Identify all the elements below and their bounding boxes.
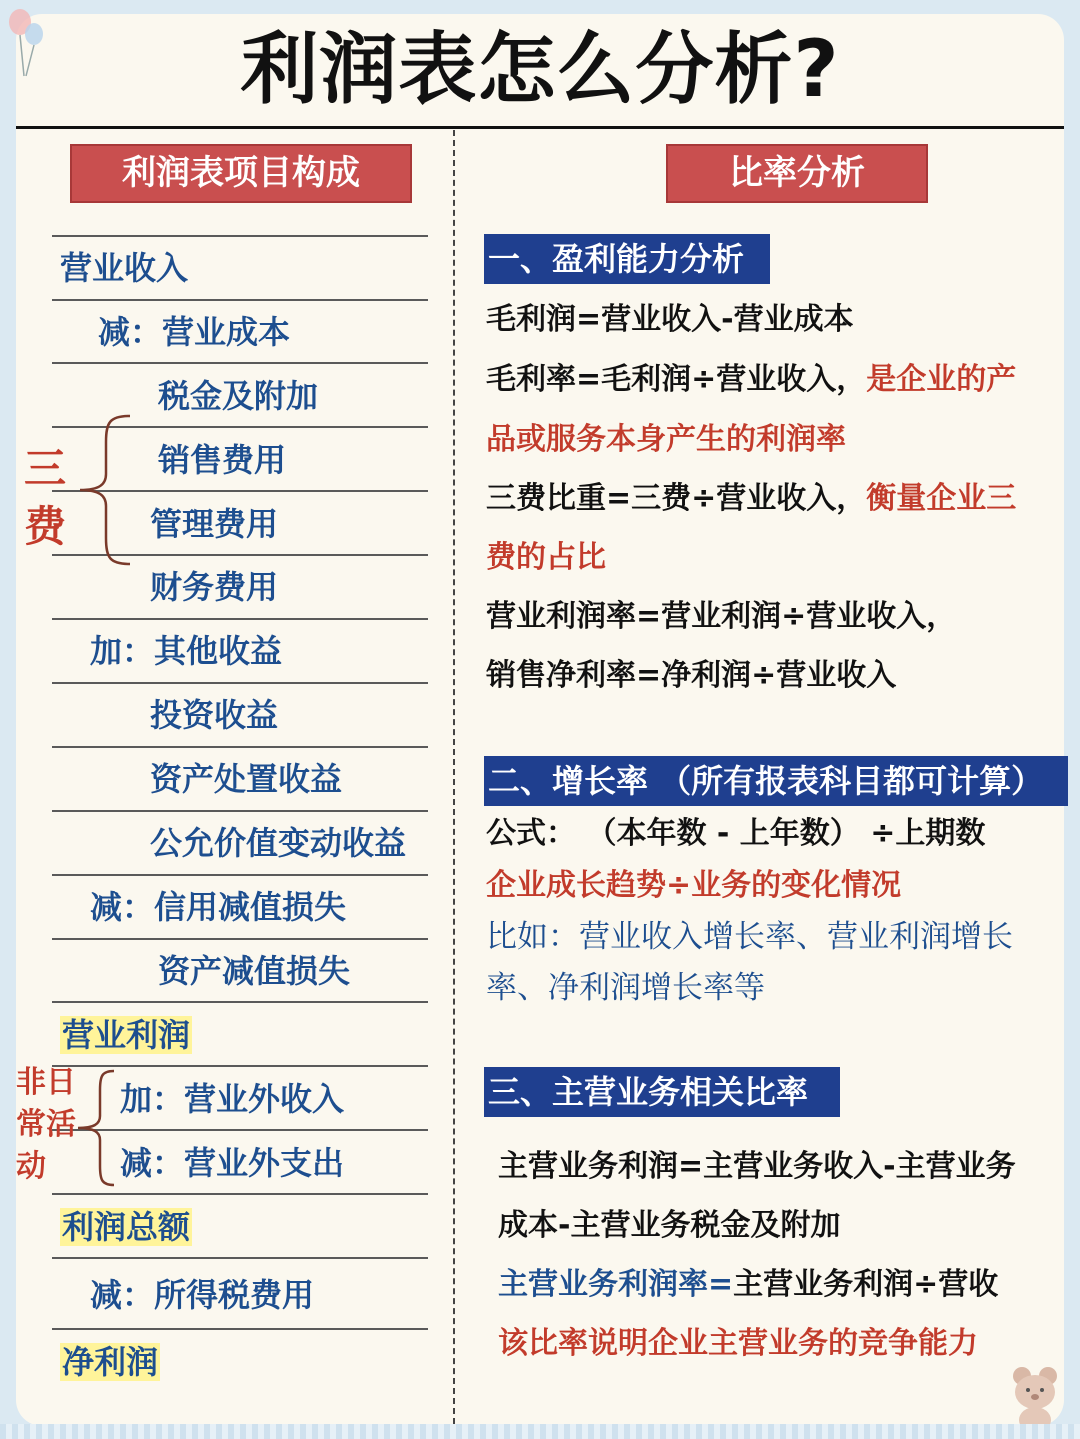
row-divider (52, 874, 428, 876)
item-investment-income: 投资收益 (150, 696, 279, 734)
section-profitability-title: 一、盈利能力分析 (484, 234, 770, 284)
item-selling-expenses: 销售费用 (158, 441, 287, 479)
net-profit-label: 净利润 (62, 1343, 159, 1381)
main-business-margin-label: 主营业务利润率= (498, 1267, 734, 1302)
item-operating-revenue: 营业收入 (60, 249, 189, 287)
three-expense-note: 衡量企业三 (866, 481, 1017, 516)
item-admin-expenses: 管理费用 (150, 505, 279, 543)
title-underline (16, 126, 1064, 129)
gross-margin-note: 是企业的产 (866, 362, 1017, 397)
item-taxes-surcharges: 税金及附加 (158, 377, 319, 415)
main-business-profit-formula: 主营业务利润=主营业务收入-主营业务 (498, 1149, 1016, 1184)
item-fair-value-change: 公允价值变动收益 (150, 824, 407, 862)
operating-profit-label: 营业利润 (62, 1016, 191, 1054)
row-divider (52, 746, 428, 748)
group-label-dong: 动 (16, 1149, 46, 1184)
main-business-profit-formula-cont: 成本-主营业务税金及附加 (498, 1208, 841, 1243)
item-non-operating-income: 加：营业外收入 (120, 1080, 345, 1118)
group-label-changhuo: 常活 (16, 1107, 76, 1142)
three-expense-ratio-formula (486, 479, 1016, 519)
item-operating-cost: 减：营业成本 (98, 313, 291, 351)
item-operating-profit (60, 1015, 192, 1055)
gross-profit-formula: 毛利润=营业收入-营业成本 (486, 302, 854, 337)
row-divider (52, 1065, 428, 1067)
net-margin-formula: 销售净利率=净利润÷营业收入 (486, 658, 897, 693)
item-credit-impairment: 减：信用减值损失 (90, 888, 347, 926)
row-divider (52, 682, 428, 684)
row-divider (52, 810, 428, 812)
row-divider (52, 618, 428, 620)
gross-margin-note-cont: 品或服务本身产生的利润率 (486, 422, 846, 457)
row-divider (52, 235, 428, 237)
group-label-san: 三 (24, 444, 67, 493)
item-net-profit (60, 1342, 160, 1382)
page-title: 利润表怎么分析? (240, 25, 840, 115)
section-growth-title: 二、增长率 （所有报表科目都可计算） (484, 756, 1068, 806)
row-divider (52, 362, 428, 364)
main-business-margin-formula (498, 1265, 998, 1305)
operating-margin-formula: 营业利润率=营业利润÷营业收入， (486, 599, 957, 634)
item-other-income: 加：其他收益 (90, 632, 283, 670)
item-asset-impairment: 资产减值损失 (158, 952, 351, 990)
growth-meaning: 企业成长趋势÷业务的变化情况 (486, 868, 902, 903)
row-divider (52, 938, 428, 940)
three-expense-note-cont: 费的占比 (486, 540, 606, 575)
growth-examples: 比如：营业收入增长率、营业利润增长 (486, 919, 1013, 955)
row-divider (52, 1001, 428, 1003)
row-divider (52, 1193, 428, 1195)
item-non-operating-expense: 减：营业外支出 (120, 1144, 345, 1182)
left-header: 利润表项目构成 (70, 144, 412, 203)
group-label-feiri: 非日 (16, 1065, 76, 1100)
bottom-border-strip (0, 1424, 1080, 1439)
column-divider (453, 130, 455, 1424)
item-income-tax: 减：所得税费用 (90, 1276, 315, 1314)
item-finance-expenses: 财务费用 (150, 568, 279, 606)
growth-formula: 公式： （本年数 - 上年数） ÷上期数 (486, 816, 986, 851)
gross-margin-formula (486, 360, 1016, 400)
item-asset-disposal-income: 资产处置收益 (150, 760, 343, 798)
growth-examples-cont: 率、净利润增长率等 (486, 970, 765, 1006)
main-business-margin-formula-text: 主营业务利润÷营收 (733, 1267, 999, 1302)
gross-margin-formula-text: 毛利率=毛利润÷营业收入， (486, 362, 867, 397)
group-label-fei: 费 (24, 502, 67, 551)
row-divider (52, 1257, 428, 1259)
teddy-bear-sticker (1000, 1356, 1072, 1434)
sanfei-brace (74, 412, 134, 568)
total-profit-label: 利润总额 (62, 1208, 191, 1246)
row-divider (52, 1328, 428, 1330)
main-business-margin-note: 该比率说明企业主营业务的竞争能力 (498, 1326, 978, 1361)
row-divider (52, 299, 428, 301)
section-main-business-title: 三、主营业务相关比率 (484, 1067, 840, 1117)
right-header: 比率分析 (666, 144, 928, 203)
item-total-profit (60, 1207, 192, 1247)
three-expense-formula-text: 三费比重=三费÷营业收入， (486, 481, 867, 516)
non-routine-brace (74, 1068, 118, 1188)
